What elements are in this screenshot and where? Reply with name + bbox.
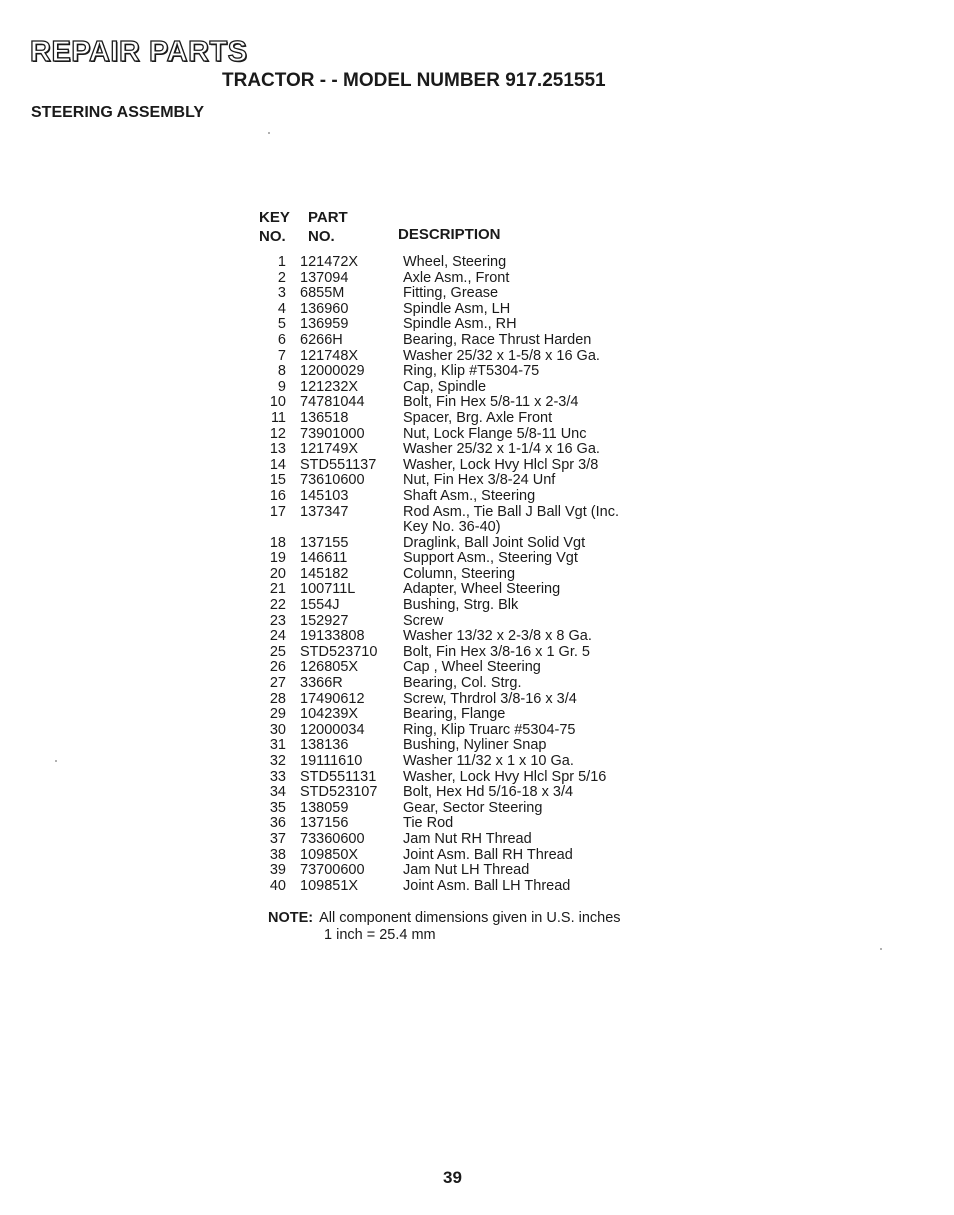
part-number: 121472X [300, 254, 359, 270]
key-number: 32 [269, 753, 286, 769]
key-number: 29 [269, 706, 286, 723]
part-number: 121232X [300, 378, 359, 395]
table-row [258, 832, 678, 848]
part-description: Washer 25/32 x 1-5/8 x 16 Ga. [403, 347, 600, 364]
part-description: Cap , Wheel Steering [403, 659, 541, 676]
table-row [258, 848, 678, 864]
part-description: Column, Steering [403, 565, 516, 582]
part-description: Gear, Sector Steering [403, 799, 543, 816]
part-description: Washer 13/32 x 2-3/8 x 8 Ga. [403, 628, 592, 645]
key-number: 31 [269, 737, 286, 754]
scan-speck [268, 132, 270, 134]
part-description: Ring, Klip #T5304-75 [403, 363, 540, 380]
key-number: 17 [269, 503, 286, 520]
table-row [258, 567, 678, 583]
table-row [258, 364, 678, 380]
key-number: 10 [269, 394, 286, 411]
part-description: Bolt, Fin Hex 3/8-16 x 1 Gr. 5 [403, 643, 590, 660]
part-number: STD523710 [300, 643, 378, 660]
part-number: 126805X [300, 659, 359, 676]
key-number: 34 [269, 784, 286, 801]
key-number: 5 [277, 316, 286, 333]
part-description: Rod Asm., Tie Ball J Ball Vgt (Inc. Key No. 36-40) [403, 503, 619, 536]
key-number: 4 [277, 300, 286, 317]
table-row [258, 801, 678, 817]
part-number: 1554J [300, 597, 340, 614]
table-row [258, 692, 678, 708]
table-row [258, 598, 678, 614]
part-number: 73610600 [300, 472, 365, 489]
key-number: 22 [269, 597, 286, 614]
key-number: 8 [277, 363, 286, 380]
part-number: 138059 [300, 799, 349, 816]
key-number: 15 [269, 472, 286, 489]
part-number: 137094 [300, 269, 349, 286]
table-row [258, 645, 678, 661]
part-description: Washer 11/32 x 1 x 10 Ga. [403, 753, 574, 769]
key-number: 28 [269, 690, 286, 707]
key-number: 3 [277, 285, 286, 302]
key-number: 26 [269, 659, 286, 676]
part-number: 6266H [300, 331, 343, 348]
column-header-key: KEY [259, 209, 290, 226]
part-number: 6855M [300, 285, 345, 302]
key-number: 2 [277, 269, 286, 286]
part-description: Joint Asm. Ball RH Thread [403, 846, 573, 863]
page-number: 39 [443, 1168, 462, 1187]
key-number: 6 [277, 331, 286, 348]
part-description: Spacer, Brg. Axle Front [403, 409, 553, 426]
key-number: 39 [269, 862, 286, 879]
part-number: 100711L [300, 581, 356, 598]
column-header-part-no: NO. [308, 228, 335, 245]
note-line-2: 1 inch = 25.4 mm [324, 927, 436, 943]
column-header-key-no: NO. [259, 228, 286, 245]
table-row [258, 785, 678, 801]
part-number: 73360600 [300, 830, 365, 847]
key-number: 27 [269, 675, 286, 692]
note [268, 910, 621, 944]
part-number: 152927 [300, 612, 349, 629]
part-description: Adapter, Wheel Steering [403, 581, 561, 598]
part-description: Bearing, Col. Strg. [403, 675, 522, 692]
part-description: Bearing, Flange [403, 706, 506, 723]
part-description: Shaft Asm., Steering [403, 487, 536, 504]
key-number: 7 [277, 347, 286, 364]
key-number: 1 [277, 254, 286, 270]
key-number: 19 [269, 550, 286, 567]
part-number: 145182 [300, 565, 349, 582]
table-row [258, 380, 678, 396]
part-number: 73901000 [300, 425, 365, 442]
part-number: 17490612 [300, 690, 365, 707]
part-description: Bushing, Strg. Blk [403, 597, 519, 614]
part-number: STD523107 [300, 784, 378, 801]
section-title: STEERING ASSEMBLY [31, 104, 205, 121]
part-number: 137156 [300, 815, 349, 832]
table-row [258, 349, 678, 365]
part-number: 136960 [300, 300, 349, 317]
part-description: Bolt, Fin Hex 5/8-11 x 2-3/4 [403, 394, 579, 411]
table-row [258, 629, 678, 645]
part-number: STD551137 [300, 456, 377, 473]
part-number: 146611 [300, 550, 348, 567]
part-number: 104239X [300, 706, 359, 723]
key-number: 35 [269, 799, 286, 816]
part-number: 74781044 [300, 394, 365, 411]
key-number: 30 [269, 721, 286, 738]
key-number: 23 [269, 612, 286, 629]
part-description: Screw, Thrdrol 3/8-16 x 3/4 [403, 690, 577, 707]
key-number: 36 [269, 815, 286, 832]
key-number: 13 [269, 441, 286, 458]
table-row [258, 271, 678, 287]
table-row [258, 473, 678, 489]
key-number: 40 [269, 877, 286, 894]
part-description: Nut, Lock Flange 5/8-11 Unc [403, 425, 587, 442]
note-label: NOTE: [268, 910, 314, 926]
part-number: 12000029 [300, 363, 365, 380]
table-row [258, 723, 678, 739]
part-description: Draglink, Ball Joint Solid Vgt [403, 534, 586, 551]
part-description: Nut, Fin Hex 3/8-24 Unf [403, 472, 556, 489]
part-number: 121748X [300, 347, 359, 364]
part-description: Jam Nut LH Thread [403, 862, 530, 879]
key-number: 16 [269, 487, 286, 504]
key-number: 11 [270, 409, 286, 426]
table-row [258, 505, 678, 536]
part-number: 137155 [300, 534, 349, 551]
scan-speck [880, 948, 882, 950]
page-title: REPAIR PARTS [30, 36, 248, 68]
key-number: 25 [269, 643, 286, 660]
table-row [258, 770, 678, 786]
model-subtitle: TRACTOR - - MODEL NUMBER 917.251551 [222, 70, 606, 91]
key-number: 18 [269, 534, 286, 551]
key-number: 38 [269, 846, 286, 863]
table-row [258, 427, 678, 443]
part-description: Tie Rod [403, 815, 454, 832]
table-row [258, 411, 678, 427]
table-row [258, 582, 678, 598]
part-number: 121749X [300, 441, 359, 458]
table-row [258, 302, 678, 318]
key-number: 20 [269, 565, 286, 582]
part-number: 73700600 [300, 862, 365, 879]
table-row [258, 879, 678, 895]
table-row [258, 536, 678, 552]
part-description: Bolt, Hex Hd 5/16-18 x 3/4 [403, 784, 574, 801]
column-header-description: DESCRIPTION [398, 226, 501, 243]
part-description: Screw [403, 612, 444, 629]
parts-list [258, 255, 678, 894]
part-description: Washer, Lock Hvy Hlcl Spr 3/8 [403, 456, 599, 473]
part-description: Bearing, Race Thrust Harden [403, 331, 592, 348]
part-description: Spindle Asm., RH [403, 316, 517, 333]
part-description: Washer, Lock Hvy Hlcl Spr 5/16 [403, 768, 607, 785]
key-number: 9 [277, 378, 286, 395]
part-number: 19111610 [300, 753, 363, 769]
part-description: Axle Asm., Front [403, 269, 510, 286]
part-description: Fitting, Grease [403, 285, 499, 302]
key-number: 14 [269, 456, 286, 473]
column-header-part: PART [308, 209, 348, 226]
part-number: 138136 [300, 737, 349, 754]
scan-speck [55, 760, 57, 762]
table-row [258, 614, 678, 630]
table-row [258, 738, 678, 754]
part-description: Jam Nut RH Thread [403, 830, 532, 847]
part-description: Spindle Asm, LH [403, 300, 511, 317]
part-number: 12000034 [300, 721, 365, 738]
part-number: 136518 [300, 409, 349, 426]
table-row [258, 333, 678, 349]
part-number: 137347 [300, 503, 349, 520]
table-row [258, 395, 678, 411]
table-row [258, 255, 678, 271]
part-number: 3366R [300, 675, 343, 692]
table-row [258, 442, 678, 458]
table-row [258, 754, 678, 770]
table-row [258, 707, 678, 723]
part-number: 19133808 [300, 628, 365, 645]
table-row [258, 489, 678, 505]
key-number: 24 [269, 628, 286, 645]
part-number: 109851X [300, 877, 359, 894]
part-description: Bushing, Nyliner Snap [403, 737, 547, 754]
key-number: 37 [269, 830, 286, 847]
part-number: STD551131 [300, 768, 377, 785]
table-row [258, 676, 678, 692]
part-description: Cap, Spindle [403, 378, 487, 395]
part-number: 136959 [300, 316, 349, 333]
key-number: 33 [269, 768, 286, 785]
part-description: Washer 25/32 x 1-1/4 x 16 Ga. [403, 441, 600, 458]
key-number: 12 [269, 425, 286, 442]
table-row [258, 863, 678, 879]
part-description: Wheel, Steering [403, 254, 507, 270]
table-row [258, 286, 678, 302]
part-description: Ring, Klip Truarc #5304-75 [403, 721, 576, 738]
note-line-1: All component dimensions given in U.S. inches [319, 910, 621, 926]
part-number: 109850X [300, 846, 359, 863]
part-description: Support Asm., Steering Vgt [403, 550, 578, 567]
table-row [258, 816, 678, 832]
part-number: 145103 [300, 487, 349, 504]
table-row [258, 660, 678, 676]
table-row [258, 458, 678, 474]
table-row [258, 317, 678, 333]
part-description: Joint Asm. Ball LH Thread [403, 877, 571, 894]
key-number: 21 [269, 581, 286, 598]
table-row [258, 551, 678, 567]
